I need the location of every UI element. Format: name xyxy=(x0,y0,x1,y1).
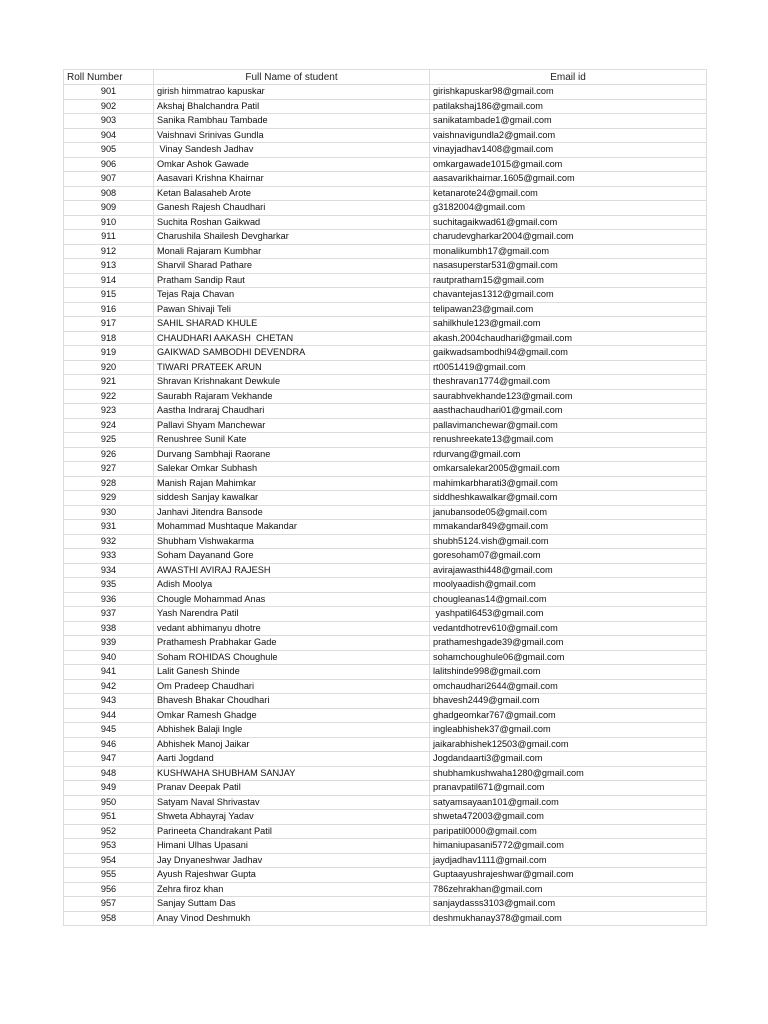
table-row xyxy=(64,839,707,854)
student-name-cell: Om Pradeep Chaudhari xyxy=(154,679,430,694)
roll-number-cell: 934 xyxy=(64,563,154,578)
student-name-cell: Akshaj Bhalchandra Patil xyxy=(154,99,430,114)
table-row xyxy=(64,868,707,883)
student-name-cell: Prathamesh Prabhakar Gade xyxy=(154,636,430,651)
table-row xyxy=(64,636,707,651)
email-cell: mahimkarbharati3@gmail.com xyxy=(430,476,707,491)
email-cell: moolyaadish@gmail.com xyxy=(430,578,707,593)
table-row xyxy=(64,85,707,100)
email-cell: shweta472003@gmail.com xyxy=(430,810,707,825)
email-cell: himaniupasani5772@gmail.com xyxy=(430,839,707,854)
email-cell: saurabhvekhande123@gmail.com xyxy=(430,389,707,404)
student-name-cell: siddesh Sanjay kawalkar xyxy=(154,491,430,506)
student-name-cell: Satyam Naval Shrivastav xyxy=(154,795,430,810)
email-cell: rautpratham15@gmail.com xyxy=(430,273,707,288)
table-row xyxy=(64,665,707,680)
student-name-cell: Ganesh Rajesh Chaudhari xyxy=(154,201,430,216)
roll-number-cell: 903 xyxy=(64,114,154,129)
table-row xyxy=(64,302,707,317)
table-row xyxy=(64,708,707,723)
email-cell: satyamsayaan101@gmail.com xyxy=(430,795,707,810)
roll-number-cell: 911 xyxy=(64,230,154,245)
roll-number-cell: 901 xyxy=(64,85,154,100)
student-name-cell: Aasavari Krishna Khairnar xyxy=(154,172,430,187)
roll-number-cell: 949 xyxy=(64,781,154,796)
roll-number-cell: 956 xyxy=(64,882,154,897)
student-name-cell: Monali Rajaram Kumbhar xyxy=(154,244,430,259)
email-cell: renushreekate13@gmail.com xyxy=(430,433,707,448)
email-cell: chavantejas1312@gmail.com xyxy=(430,288,707,303)
roll-number-cell: 914 xyxy=(64,273,154,288)
table-row xyxy=(64,389,707,404)
student-name-cell: Suchita Roshan Gaikwad xyxy=(154,215,430,230)
student-name-cell: Lalit Ganesh Shinde xyxy=(154,665,430,680)
roll-number-cell: 915 xyxy=(64,288,154,303)
table-row xyxy=(64,650,707,665)
student-name-cell: Saurabh Rajaram Vekhande xyxy=(154,389,430,404)
table-header xyxy=(64,70,707,85)
email-cell: sohamchoughule06@gmail.com xyxy=(430,650,707,665)
roll-number-cell: 954 xyxy=(64,853,154,868)
student-name-cell: Mohammad Mushtaque Makandar xyxy=(154,520,430,535)
student-name-cell: Shravan Krishnakant Dewkule xyxy=(154,375,430,390)
email-cell: rdurvang@gmail.com xyxy=(430,447,707,462)
roll-number-cell: 922 xyxy=(64,389,154,404)
roll-number-cell: 955 xyxy=(64,868,154,883)
table-row xyxy=(64,157,707,172)
roll-number-cell: 909 xyxy=(64,201,154,216)
student-name-cell: Renushree Sunil Kate xyxy=(154,433,430,448)
table-row xyxy=(64,375,707,390)
roll-number-cell: 938 xyxy=(64,621,154,636)
student-name-cell: Ayush Rajeshwar Gupta xyxy=(154,868,430,883)
roll-number-cell: 924 xyxy=(64,418,154,433)
table-row xyxy=(64,317,707,332)
roll-number-cell: 950 xyxy=(64,795,154,810)
column-header-roll-number: Roll Number xyxy=(64,70,154,85)
email-cell: g3182004@gmail.com xyxy=(430,201,707,216)
email-cell: telipawan23@gmail.com xyxy=(430,302,707,317)
table-row xyxy=(64,563,707,578)
table-row xyxy=(64,491,707,506)
roll-number-cell: 923 xyxy=(64,404,154,419)
column-header-email-id: Email id xyxy=(430,70,707,85)
roll-number-cell: 919 xyxy=(64,346,154,361)
roll-number-cell: 921 xyxy=(64,375,154,390)
email-cell: vaishnavigundla2@gmail.com xyxy=(430,128,707,143)
email-cell: pallavimanchewar@gmail.com xyxy=(430,418,707,433)
student-name-cell: Abhishek Manoj Jaikar xyxy=(154,737,430,752)
email-cell: omchaudhari2644@gmail.com xyxy=(430,679,707,694)
student-name-cell: Omkar Ashok Gawade xyxy=(154,157,430,172)
table-row xyxy=(64,766,707,781)
roll-number-cell: 943 xyxy=(64,694,154,709)
table-row xyxy=(64,810,707,825)
table-row xyxy=(64,128,707,143)
table-row xyxy=(64,433,707,448)
email-cell: aasavarikhairnar.1605@gmail.com xyxy=(430,172,707,187)
email-cell: vedantdhotrev610@gmail.com xyxy=(430,621,707,636)
student-name-cell: Soham ROHIDAS Choughule xyxy=(154,650,430,665)
email-cell: aasthachaudhari01@gmail.com xyxy=(430,404,707,419)
table-row xyxy=(64,882,707,897)
table-row xyxy=(64,621,707,636)
student-name-cell: Bhavesh Bhakar Choudhari xyxy=(154,694,430,709)
email-cell: chougleanas14@gmail.com xyxy=(430,592,707,607)
roll-number-cell: 904 xyxy=(64,128,154,143)
student-name-cell: Pranav Deepak Patil xyxy=(154,781,430,796)
student-name-cell: Janhavi Jitendra Bansode xyxy=(154,505,430,520)
roll-number-cell: 917 xyxy=(64,317,154,332)
student-name-cell: vedant abhimanyu dhotre xyxy=(154,621,430,636)
table-row xyxy=(64,418,707,433)
roll-number-cell: 937 xyxy=(64,607,154,622)
table-row xyxy=(64,607,707,622)
student-name-cell: GAIKWAD SAMBODHI DEVENDRA xyxy=(154,346,430,361)
student-name-cell: Shweta Abhayraj Yadav xyxy=(154,810,430,825)
roll-number-cell: 935 xyxy=(64,578,154,593)
student-name-cell: SAHIL SHARAD KHULE xyxy=(154,317,430,332)
roll-number-cell: 927 xyxy=(64,462,154,477)
student-name-cell: AWASTHI AVIRAJ RAJESH xyxy=(154,563,430,578)
email-cell: charudevgharkar2004@gmail.com xyxy=(430,230,707,245)
email-cell: girishkapuskar98@gmail.com xyxy=(430,85,707,100)
table-row xyxy=(64,462,707,477)
roll-number-cell: 932 xyxy=(64,534,154,549)
email-cell: omkarsalekar2005@gmail.com xyxy=(430,462,707,477)
roll-number-cell: 957 xyxy=(64,897,154,912)
roll-number-cell: 926 xyxy=(64,447,154,462)
email-cell: akash.2004chaudhari@gmail.com xyxy=(430,331,707,346)
email-cell: siddheshkawalkar@gmail.com xyxy=(430,491,707,506)
table-row xyxy=(64,723,707,738)
table-row xyxy=(64,172,707,187)
table-row xyxy=(64,288,707,303)
roll-number-cell: 939 xyxy=(64,636,154,651)
table-row xyxy=(64,230,707,245)
student-name-cell: Sanika Rambhau Tambade xyxy=(154,114,430,129)
roll-number-cell: 916 xyxy=(64,302,154,317)
email-cell: patilakshaj186@gmail.com xyxy=(430,99,707,114)
roll-number-cell: 905 xyxy=(64,143,154,158)
table-row xyxy=(64,679,707,694)
student-name-cell: Pratham Sandip Raut xyxy=(154,273,430,288)
roll-number-cell: 941 xyxy=(64,665,154,680)
header-row xyxy=(64,70,707,85)
table-row xyxy=(64,259,707,274)
table-row xyxy=(64,331,707,346)
student-name-cell: Shubham Vishwakarma xyxy=(154,534,430,549)
student-name-cell: Yash Narendra Patil xyxy=(154,607,430,622)
roll-number-cell: 930 xyxy=(64,505,154,520)
student-name-cell: Vinay Sandesh Jadhav xyxy=(154,143,430,158)
email-cell: sahilkhule123@gmail.com xyxy=(430,317,707,332)
email-cell: jaydjadhav1111@gmail.com xyxy=(430,853,707,868)
email-cell: ghadgeomkar767@gmail.com xyxy=(430,708,707,723)
student-name-cell: Chougle Mohammad Anas xyxy=(154,592,430,607)
email-cell: deshmukhanay378@gmail.com xyxy=(430,911,707,926)
student-name-cell: CHAUDHARI AAKASH CHETAN xyxy=(154,331,430,346)
student-name-cell: Aarti Jogdand xyxy=(154,752,430,767)
student-name-cell: girish himmatrao kapuskar xyxy=(154,85,430,100)
roll-number-cell: 953 xyxy=(64,839,154,854)
student-name-cell: Pallavi Shyam Manchewar xyxy=(154,418,430,433)
email-cell: suchitagaikwad61@gmail.com xyxy=(430,215,707,230)
student-name-cell: Vaishnavi Srinivas Gundla xyxy=(154,128,430,143)
student-name-cell: Ketan Balasaheb Arote xyxy=(154,186,430,201)
roll-number-cell: 946 xyxy=(64,737,154,752)
table-row xyxy=(64,897,707,912)
table-row xyxy=(64,592,707,607)
email-cell: mmakandar849@gmail.com xyxy=(430,520,707,535)
table-row xyxy=(64,114,707,129)
student-name-cell: Charushila Shailesh Devgharkar xyxy=(154,230,430,245)
student-name-cell: Tejas Raja Chavan xyxy=(154,288,430,303)
roll-number-cell: 958 xyxy=(64,911,154,926)
roll-number-cell: 918 xyxy=(64,331,154,346)
email-cell: sanikatambade1@gmail.com xyxy=(430,114,707,129)
student-name-cell: Soham Dayanand Gore xyxy=(154,549,430,564)
student-name-cell: Anay Vinod Deshmukh xyxy=(154,911,430,926)
student-name-cell: Manish Rajan Mahimkar xyxy=(154,476,430,491)
email-cell: Jogdandaarti3@gmail.com xyxy=(430,752,707,767)
student-name-cell: KUSHWAHA SHUBHAM SANJAY xyxy=(154,766,430,781)
table-row xyxy=(64,404,707,419)
student-name-cell: Zehra firoz khan xyxy=(154,882,430,897)
table-row xyxy=(64,143,707,158)
roll-number-cell: 947 xyxy=(64,752,154,767)
roll-number-cell: 906 xyxy=(64,157,154,172)
student-roster-table xyxy=(63,69,707,926)
student-name-cell: Abhishek Balaji Ingle xyxy=(154,723,430,738)
roll-number-cell: 908 xyxy=(64,186,154,201)
roll-number-cell: 929 xyxy=(64,491,154,506)
roll-number-cell: 942 xyxy=(64,679,154,694)
roll-number-cell: 931 xyxy=(64,520,154,535)
table-body xyxy=(64,85,707,926)
roll-number-cell: 902 xyxy=(64,99,154,114)
roll-number-cell: 920 xyxy=(64,360,154,375)
roll-number-cell: 940 xyxy=(64,650,154,665)
roll-number-cell: 910 xyxy=(64,215,154,230)
table-row xyxy=(64,215,707,230)
table-row xyxy=(64,534,707,549)
email-cell: monalikumbh17@gmail.com xyxy=(430,244,707,259)
email-cell: sanjaydasss3103@gmail.com xyxy=(430,897,707,912)
email-cell: rt0051419@gmail.com xyxy=(430,360,707,375)
roll-number-cell: 933 xyxy=(64,549,154,564)
email-cell: yashpatil6453@gmail.com xyxy=(430,607,707,622)
table-row xyxy=(64,737,707,752)
table-row xyxy=(64,273,707,288)
table-row xyxy=(64,781,707,796)
email-cell: 786zehrakhan@gmail.com xyxy=(430,882,707,897)
email-cell: ingleabhishek37@gmail.com xyxy=(430,723,707,738)
email-cell: nasasuperstar531@gmail.com xyxy=(430,259,707,274)
student-name-cell: Sharvil Sharad Pathare xyxy=(154,259,430,274)
email-cell: Guptaayushrajeshwar@gmail.com xyxy=(430,868,707,883)
table-row xyxy=(64,360,707,375)
table-row xyxy=(64,186,707,201)
student-name-cell: Durvang Sambhaji Raorane xyxy=(154,447,430,462)
roll-number-cell: 928 xyxy=(64,476,154,491)
table-row xyxy=(64,752,707,767)
table-row xyxy=(64,505,707,520)
roll-number-cell: 952 xyxy=(64,824,154,839)
email-cell: shubh5124.vish@gmail.com xyxy=(430,534,707,549)
roll-number-cell: 936 xyxy=(64,592,154,607)
roll-number-cell: 925 xyxy=(64,433,154,448)
student-name-cell: Aastha Indraraj Chaudhari xyxy=(154,404,430,419)
student-name-cell: TIWARI PRATEEK ARUN xyxy=(154,360,430,375)
roll-number-cell: 944 xyxy=(64,708,154,723)
email-cell: goresoham07@gmail.com xyxy=(430,549,707,564)
email-cell: lalitshinde998@gmail.com xyxy=(430,665,707,680)
email-cell: gaikwadsambodhi94@gmail.com xyxy=(430,346,707,361)
email-cell: bhavesh2449@gmail.com xyxy=(430,694,707,709)
roll-number-cell: 948 xyxy=(64,766,154,781)
table-row xyxy=(64,549,707,564)
table-row xyxy=(64,447,707,462)
roll-number-cell: 907 xyxy=(64,172,154,187)
email-cell: janubansode05@gmail.com xyxy=(430,505,707,520)
email-cell: ketanarote24@gmail.com xyxy=(430,186,707,201)
student-name-cell: Sanjay Suttam Das xyxy=(154,897,430,912)
table-row xyxy=(64,244,707,259)
student-name-cell: Omkar Ramesh Ghadge xyxy=(154,708,430,723)
email-cell: paripatil0000@gmail.com xyxy=(430,824,707,839)
table-row xyxy=(64,578,707,593)
email-cell: avirajawasthi448@gmail.com xyxy=(430,563,707,578)
table-row xyxy=(64,201,707,216)
student-name-cell: Salekar Omkar Subhash xyxy=(154,462,430,477)
table-row xyxy=(64,824,707,839)
roll-number-cell: 951 xyxy=(64,810,154,825)
table-row xyxy=(64,346,707,361)
email-cell: vinayjadhav1408@gmail.com xyxy=(430,143,707,158)
table-row xyxy=(64,520,707,535)
table-row xyxy=(64,476,707,491)
student-name-cell: Adish Moolya xyxy=(154,578,430,593)
table-row xyxy=(64,694,707,709)
column-header-full-name: Full Name of student xyxy=(154,70,430,85)
roll-number-cell: 945 xyxy=(64,723,154,738)
email-cell: prathameshgade39@gmail.com xyxy=(430,636,707,651)
student-roster-sheet xyxy=(63,69,706,926)
table-row xyxy=(64,99,707,114)
email-cell: jaikarabhishek12503@gmail.com xyxy=(430,737,707,752)
email-cell: omkargawade1015@gmail.com xyxy=(430,157,707,172)
table-row xyxy=(64,795,707,810)
student-name-cell: Pawan Shivaji Teli xyxy=(154,302,430,317)
email-cell: theshravan1774@gmail.com xyxy=(430,375,707,390)
student-name-cell: Parineeta Chandrakant Patil xyxy=(154,824,430,839)
roll-number-cell: 913 xyxy=(64,259,154,274)
student-name-cell: Himani Ulhas Upasani xyxy=(154,839,430,854)
email-cell: pranavpatil671@gmail.com xyxy=(430,781,707,796)
student-name-cell: Jay Dnyaneshwar Jadhav xyxy=(154,853,430,868)
email-cell: shubhamkushwaha1280@gmail.com xyxy=(430,766,707,781)
table-row xyxy=(64,853,707,868)
table-row xyxy=(64,911,707,926)
roll-number-cell: 912 xyxy=(64,244,154,259)
